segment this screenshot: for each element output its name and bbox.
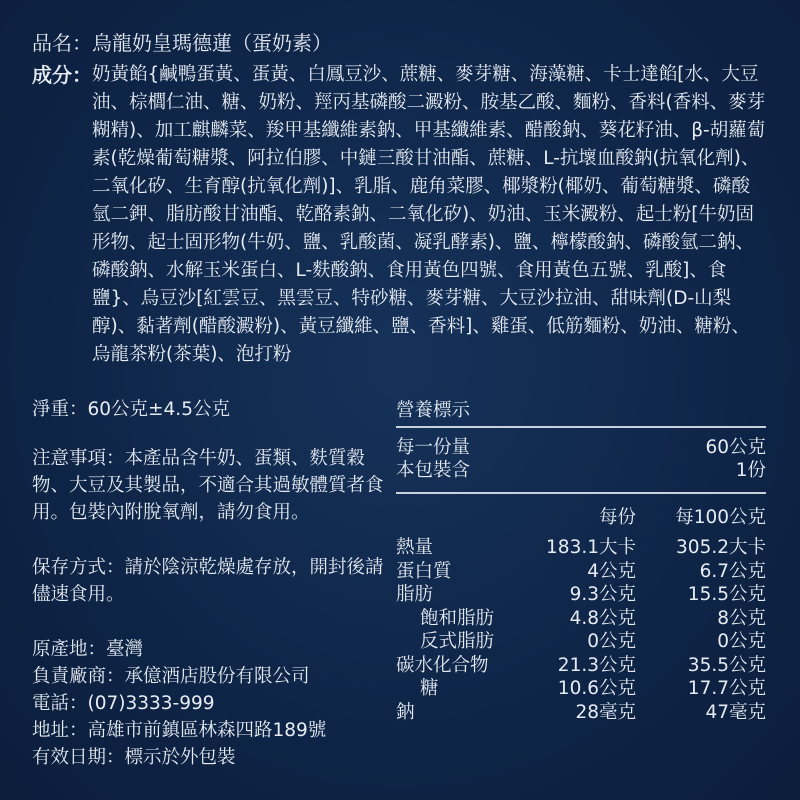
nutrition-row-energy bbox=[396, 536, 766, 560]
per-100g-value: 17.7公克 bbox=[687, 678, 766, 699]
net-weight: 淨重：60公克±4.5公克 bbox=[32, 399, 230, 420]
nutrient-name: 蛋白質 bbox=[396, 560, 452, 582]
ingredients-label: 成分： bbox=[32, 63, 92, 87]
nutrition-row-fat bbox=[396, 583, 766, 607]
product-info bbox=[32, 396, 384, 771]
servings-value: 1份 bbox=[735, 460, 766, 481]
per-serving-header: 每份 bbox=[598, 507, 636, 528]
nutrient-column-header bbox=[396, 504, 516, 531]
per-100g-value: 8公克 bbox=[717, 607, 766, 629]
per-100g-value: 6.7公克 bbox=[699, 560, 766, 582]
per-serving-value: 10.6公克 bbox=[557, 678, 636, 699]
country-of-origin: 原產地：臺灣 bbox=[32, 639, 144, 660]
per-serving-value: 28毫克 bbox=[575, 701, 636, 723]
nutrition-row-carbohydrate bbox=[396, 654, 766, 678]
nutrient-name: 飽和脂肪 bbox=[420, 607, 495, 629]
per-serving-value: 21.3公克 bbox=[557, 654, 636, 676]
servings-per-package-row bbox=[396, 459, 766, 482]
per-100g-value: 0公克 bbox=[717, 631, 766, 652]
serving-info bbox=[396, 436, 766, 482]
per-100g-header: 每100公克 bbox=[675, 507, 766, 528]
storage-instructions: 保存方式：請於陰涼乾燥處存放，開封後請儘速食用。 bbox=[32, 557, 384, 605]
serving-size-row bbox=[396, 436, 766, 459]
ingredients-text: 奶黃餡{鹹鴨蛋黃、蛋黃、白鳳豆沙、蔗糖、麥芽糖、海藻糖、卡士達餡[水、大豆油、棕櫚仁油、糖、奶粉、羥丙基磷酸二澱粉、胺基乙酸、麵粉、香料(香料、麥芽糊精)、加工麒麟菜、羧甲基纖維素鈉、甲基纖維素、醋酸鈉、葵花籽油、β-胡蘿蔔素(乾燥葡萄糖漿、阿拉伯膠、中鏈三酸甘油酯、蔗糖、L-抗壞血酸鈉(抗氧化劑)、二氧化矽、生育醇(抗氧化劑)]、乳脂、鹿角菜膠、椰漿粉(椰奶、葡萄糖漿、磷酸氫二鉀、脂肪酸甘油酯、乾酪素鈉、二氧化矽)、奶油、玉米澱粉、起士粉[牛奶固形物、起士固形物(牛奶、鹽、乳酸菌、凝乳酵素)、鹽、檸檬酸鈉、磷酸氫二鈉、磷酸鈉、水解玉米蛋白、L-麩酸鈉、食用黃色四號、食用黃色五號、乳酸]、食鹽}、烏豆沙[紅雲豆、黑雲豆、特砂糖、麥芽糖、大豆沙拉油、甜味劑(D-山梨醇)、黏著劑(醋酸澱粉)、黃豆纖維、鹽、香料]、雞蛋、低筋麵粉、奶油、糖粉、烏龍茶粉(茶葉)、泡打粉 bbox=[92, 64, 766, 365]
per-serving-value: 9.3公克 bbox=[569, 584, 636, 605]
nutrient-name: 脂肪 bbox=[396, 584, 434, 605]
nutrition-row-sugar bbox=[396, 677, 766, 701]
allergen-notice: 注意事項：本產品含牛奶、蛋類、麩質穀物、大豆及其製品，不適合其過敏體質者食用。包裝內附脫氧劑，請勿食用。 bbox=[32, 448, 384, 523]
nutrition-row-trans-fat bbox=[396, 630, 766, 654]
product-name-line bbox=[32, 28, 332, 58]
serving-size-value: 60公克 bbox=[705, 437, 766, 458]
nutrition-facts-table bbox=[396, 396, 766, 724]
per-serving-value: 183.1大卡 bbox=[546, 537, 636, 558]
nutrition-row-protein bbox=[396, 560, 766, 584]
nutrition-row-saturated-fat bbox=[396, 607, 766, 631]
servings-label: 本包裝含 bbox=[396, 460, 471, 481]
per-100g-value: 15.5公克 bbox=[687, 584, 766, 605]
nutrition-divider bbox=[396, 492, 766, 494]
nutrition-rows bbox=[396, 536, 766, 724]
per-100g-value: 35.5公克 bbox=[687, 654, 766, 676]
nutrient-name: 鈉 bbox=[396, 701, 415, 723]
per-serving-value: 4.8公克 bbox=[569, 607, 636, 629]
nutrition-title: 營養標示 bbox=[396, 396, 766, 428]
manufacturer: 負責廠商：承億酒店股份有限公司 bbox=[32, 666, 310, 687]
product-name-value: 烏龍奶皇瑪德蓮（蛋奶素） bbox=[92, 31, 332, 55]
per-100g-value: 47毫克 bbox=[705, 701, 766, 723]
phone-number: 電話：(07)3333-999 bbox=[32, 693, 215, 714]
product-name-label: 品名： bbox=[32, 31, 92, 55]
nutrient-name: 碳水化合物 bbox=[396, 654, 489, 676]
nutrient-name: 熱量 bbox=[396, 537, 434, 558]
nutrition-row-sodium bbox=[396, 701, 766, 725]
nutrition-column-headers bbox=[396, 504, 766, 531]
nutrient-name: 反式脂肪 bbox=[420, 631, 495, 652]
expiry-date: 有效日期：標示於外包裝 bbox=[32, 747, 236, 768]
serving-size-label: 每一份量 bbox=[396, 437, 471, 458]
per-serving-value: 4公克 bbox=[587, 560, 636, 582]
per-100g-value: 305.2大卡 bbox=[676, 537, 766, 558]
nutrient-name: 糖 bbox=[420, 678, 439, 699]
per-serving-value: 0公克 bbox=[587, 631, 636, 652]
address: 地址：高雄市前鎮區林森四路189號 bbox=[32, 720, 327, 741]
